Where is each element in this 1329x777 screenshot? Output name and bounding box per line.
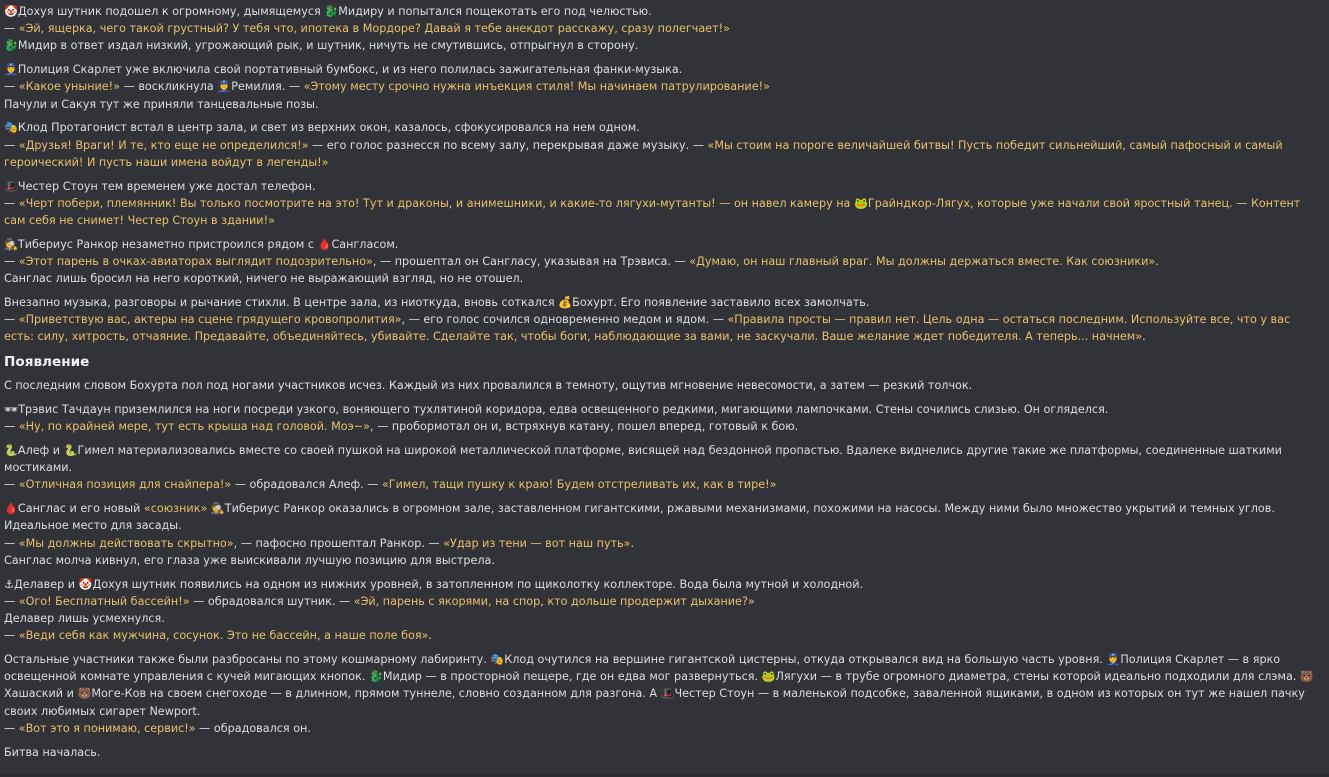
quote-text: 🐸Грайндкор-Лягух	[853, 196, 971, 210]
story-line	[4, 744, 1321, 761]
narration-text: .	[1155, 255, 1159, 269]
story-line	[4, 535, 1321, 552]
narration-text: — обрадовался шутник. —	[189, 594, 354, 608]
quote-text: , которые уже начали свой яростный танец. — Контент сам себя не снимет! Честер Стоун в здании!»	[4, 196, 1301, 228]
story-line	[4, 178, 1321, 195]
quote-text: «Думаю, он наш главный враг. Мы должны держаться вместе. Как союзники»	[689, 255, 1156, 269]
narration-text: —	[4, 22, 19, 36]
story-line	[4, 610, 1321, 627]
narration-text: 🩸Санглас и его новый	[4, 502, 144, 516]
story-paragraph	[4, 236, 1321, 288]
narration-text: 🤡Дохуя шутник подошел к огромному, дымящемуся 🐉Мидиру и попытался пощекотать его под челюстью.	[4, 5, 652, 18]
story-paragraph	[4, 744, 1321, 761]
narration-text: —	[4, 536, 19, 550]
quote-text: «Отличная позиция для снайпера!»	[18, 478, 232, 492]
story-line	[4, 61, 1321, 78]
quote-text: «Этот парень в очках-авиаторах выглядит подозрительно»	[18, 255, 373, 269]
narration-text: 👮Полиция Скарлет уже включила свой портативный бумбокс, и из него полилась зажигательная фанки-музыка.	[4, 63, 683, 77]
quote-text: «Веди себя как мужчина, сосунок. Это не бассейн, а наше поле боя»	[18, 629, 429, 643]
story-line	[4, 418, 1321, 435]
story-line	[4, 195, 1321, 229]
quote-text: «Ого! Бесплатный бассейн!»	[18, 594, 190, 608]
quote-text: «Черт побери, племянник! Вы только посмотрите на это! Тут и драконы, и анимешники, и какие-то лягухи-мутанты! — он навел камеру на	[18, 196, 854, 210]
story-paragraph	[4, 651, 1321, 737]
narration-text: —	[4, 420, 19, 434]
story-line	[4, 576, 1321, 593]
narration-text: —	[4, 255, 19, 269]
narration-text: 🎩Честер Стоун тем временем уже достал телефон.	[4, 179, 316, 193]
narration-text: Внезапно музыка, разговоры и рычание стихли. В центре зала, из ниоткуда, вновь соткался 💰Бохурт. Его появление заставило всех замолчать.	[4, 296, 870, 310]
narration-text: — обрадовался он.	[195, 721, 311, 735]
story-line	[4, 96, 1321, 113]
narration-text: Битва началась.	[4, 745, 101, 759]
story-line	[4, 627, 1321, 644]
story-paragraph	[4, 119, 1321, 171]
narration-text: , — прошептал он Сангласу, указывая на Трэвиса. —	[372, 255, 690, 269]
story-line	[4, 119, 1321, 136]
narration-text: 🐍Алеф и 🐍Гимел материализовались вместе со своей пушкой на широкой металлической платформе, висящей над бездонной пропастью. Вдалеке виднелись другие такие же платформы, соединенные шаткими мостиками.	[4, 444, 1282, 475]
story-line	[4, 401, 1321, 418]
narration-text: — его голос разнесся по всему залу, перекрывая даже музыку. —	[308, 138, 708, 152]
narration-text: —	[4, 138, 19, 152]
story-paragraph	[4, 442, 1321, 494]
story-line	[4, 552, 1321, 569]
story-line	[4, 78, 1321, 95]
quote-text: «Приветствую вас, актеры на сцене грядущего кровопролития»	[18, 313, 402, 327]
narration-text: Делавер лишь усмехнулся.	[4, 612, 165, 626]
narration-text: 🕶Трэвис Тачдаун приземлился на ноги посреди узкого, воняющего тухлятиной коридора, едва освещенного редкими, мигающими лампочками. Стены сочились слизью. Он огляделся.	[4, 403, 1109, 417]
story-line	[4, 651, 1321, 720]
narration-text: Санглас лишь бросил на него короткий, ничего не выражающий взгляд, но не отошел.	[4, 272, 524, 286]
narration-text: —	[4, 196, 19, 210]
narration-text: Пачули и Сакуя тут же приняли танцевальные позы.	[4, 97, 319, 111]
story-line	[4, 377, 1321, 394]
narration-text: , — пафосно прошептал Ранкор. —	[233, 536, 444, 550]
story-paragraph	[4, 61, 1321, 113]
narration-text: 🕵Тибериус Ранкор оказались в огромном зале, заставленном гигантскими, ржавыми механизмами, похожими на насосы. Между ними было множество укрытий и темных углов. Идеальное место для засады.	[4, 502, 1275, 533]
story-paragraph	[4, 294, 1321, 346]
story-paragraph	[4, 3, 1321, 55]
quote-text: «Какое уныние!»	[18, 80, 121, 94]
story-paragraph	[4, 401, 1321, 435]
narration-text: , — его голос сочился одновременно медом и ядом. —	[401, 313, 728, 327]
narration-text: — воскликнула 👮Ремилия. —	[120, 80, 304, 94]
story-line	[4, 137, 1321, 171]
narration-text: 🐉Мидир в ответ издал низкий, угрожающий рык, и шутник, ничуть не смутившись, отпрыгнул в сторону.	[4, 39, 639, 53]
story-paragraph	[4, 178, 1321, 230]
quote-text: «Эй, ящерка, чего такой грустный? У тебя что, ипотека в Мордоре? Давай я тебе анекдот расскажу, сразу полегчает!»	[18, 22, 730, 36]
story-line	[4, 270, 1321, 287]
story-line	[4, 593, 1321, 610]
narration-text: — обрадовался Алеф. —	[231, 478, 382, 492]
narration-text: , — пробормотал он и, встряхнув катану, пошел вперед, готовый к бою.	[370, 420, 799, 434]
quote-text: «Мы должны действовать скрытно»	[18, 536, 234, 550]
narration-text: ⚓Делавер и 🤡Дохуя шутник появились на одном из нижних уровней, в затопленном по щиколотку коллекторе. Вода была мутной и холодной.	[4, 577, 864, 591]
narration-text: —	[4, 478, 19, 492]
quote-text: «союзник»	[143, 502, 208, 516]
narration-text: —	[4, 313, 19, 327]
narration-text: —	[4, 594, 19, 608]
section-heading: Появление	[4, 354, 90, 371]
story-line	[4, 236, 1321, 253]
narration-text: С последним словом Бохурта пол под ногами участников исчез. Каждый из них провалился в темноту, ощутив мгновение невесомости, а затем — резкий толчок.	[4, 379, 973, 393]
narration-text: 🎭Клод Протагонист встал в центр зала, и свет из верхних окон, казалось, сфокусировался на нем одном.	[4, 121, 640, 135]
story-line	[4, 476, 1321, 493]
quote-text: «Этому месту срочно нужна инъекция стиля! Мы начинаем патрулирование!»	[303, 80, 770, 94]
quote-text: «Ну, по крайней мере, тут есть крыша над головой. Моэ~»	[18, 420, 370, 434]
quote-text: «Удар из тени — вот наш путь»	[443, 536, 631, 550]
narration-text: —	[4, 80, 19, 94]
story-paragraph	[4, 576, 1321, 645]
story-line	[4, 720, 1321, 737]
quote-text: «Друзья! Враги! И те, кто еще не определился!»	[18, 138, 309, 152]
quote-text: «Эй, парень с якорями, на спор, кто дольше продержит дыхание?»	[353, 594, 755, 608]
story-paragraph	[4, 377, 1321, 394]
story-line	[4, 253, 1321, 270]
story-paragraph	[4, 500, 1321, 569]
story-line	[4, 294, 1321, 311]
narration-text: —	[4, 629, 19, 643]
narration-text: .	[1142, 330, 1146, 344]
story-line	[4, 3, 1321, 20]
quote-text: «Мы стоим на пороге величайшей битвы! Пусть победит сильнейший, самый пафосный и самый героический! И пусть наши имена войдут в легенды!»	[4, 138, 1283, 169]
narration-text: .	[630, 536, 635, 550]
narration-text: .	[428, 629, 432, 643]
story-line	[4, 311, 1321, 345]
story-line	[4, 37, 1321, 54]
narration-text: 🕵Тибериус Ранкор незаметно пристроился рядом с 🩸Сангласом.	[4, 237, 399, 251]
narration-text: Остальные участники также были разбросаны по этому кошмарному лабиринту. 🎭Клод очутился на вершине гигантской цистерны, откуда открывался вид на большую часть уровня. 👮Полиция Скарлет — в ярко освещенной комнате управления с кучей мигающих кнопок. 🐉Мидир — в просторной пещере, где он едва мог развернуться. 🐸Лягухи — в трубе огромного диаметра, стены которой идеально подходили для слэма. 🐻Хашаский и 🐻Моге-Ков на своем снегоходе — в длинном, прямом туннеле, словно созданном для разгона. А 🎩Честер Стоун — в маленькой подсобке, заваленной ящиками, в одном из которых он тут же нашел пачку своих любимых сигарет Newport.	[4, 653, 1314, 718]
story-line	[4, 20, 1321, 37]
story-line	[4, 500, 1321, 534]
quote-text: «Гимел, тащи пушку к краю! Будем отстреливать их, как в тире!»	[381, 478, 777, 492]
narration-text: —	[4, 721, 19, 735]
narration-text: Санглас молча кивнул, его глаза уже выискивали лучшую позицию для выстрела.	[4, 553, 495, 567]
story-line	[4, 442, 1321, 476]
quote-text: «Вот это я понимаю, сервис!»	[18, 721, 196, 735]
quote-text: «Правила просты — правил нет. Цель одна — остаться последним. Используйте все, что у вас есть: силу, хитрость, отчаяние. Предавайте, объединяйтесь, убивайте. Сделайте так, чтобы боги, наблюдающие за вами, не заскучали. Ваше желание ждет победителя. А теперь... начнем»	[4, 313, 1291, 344]
